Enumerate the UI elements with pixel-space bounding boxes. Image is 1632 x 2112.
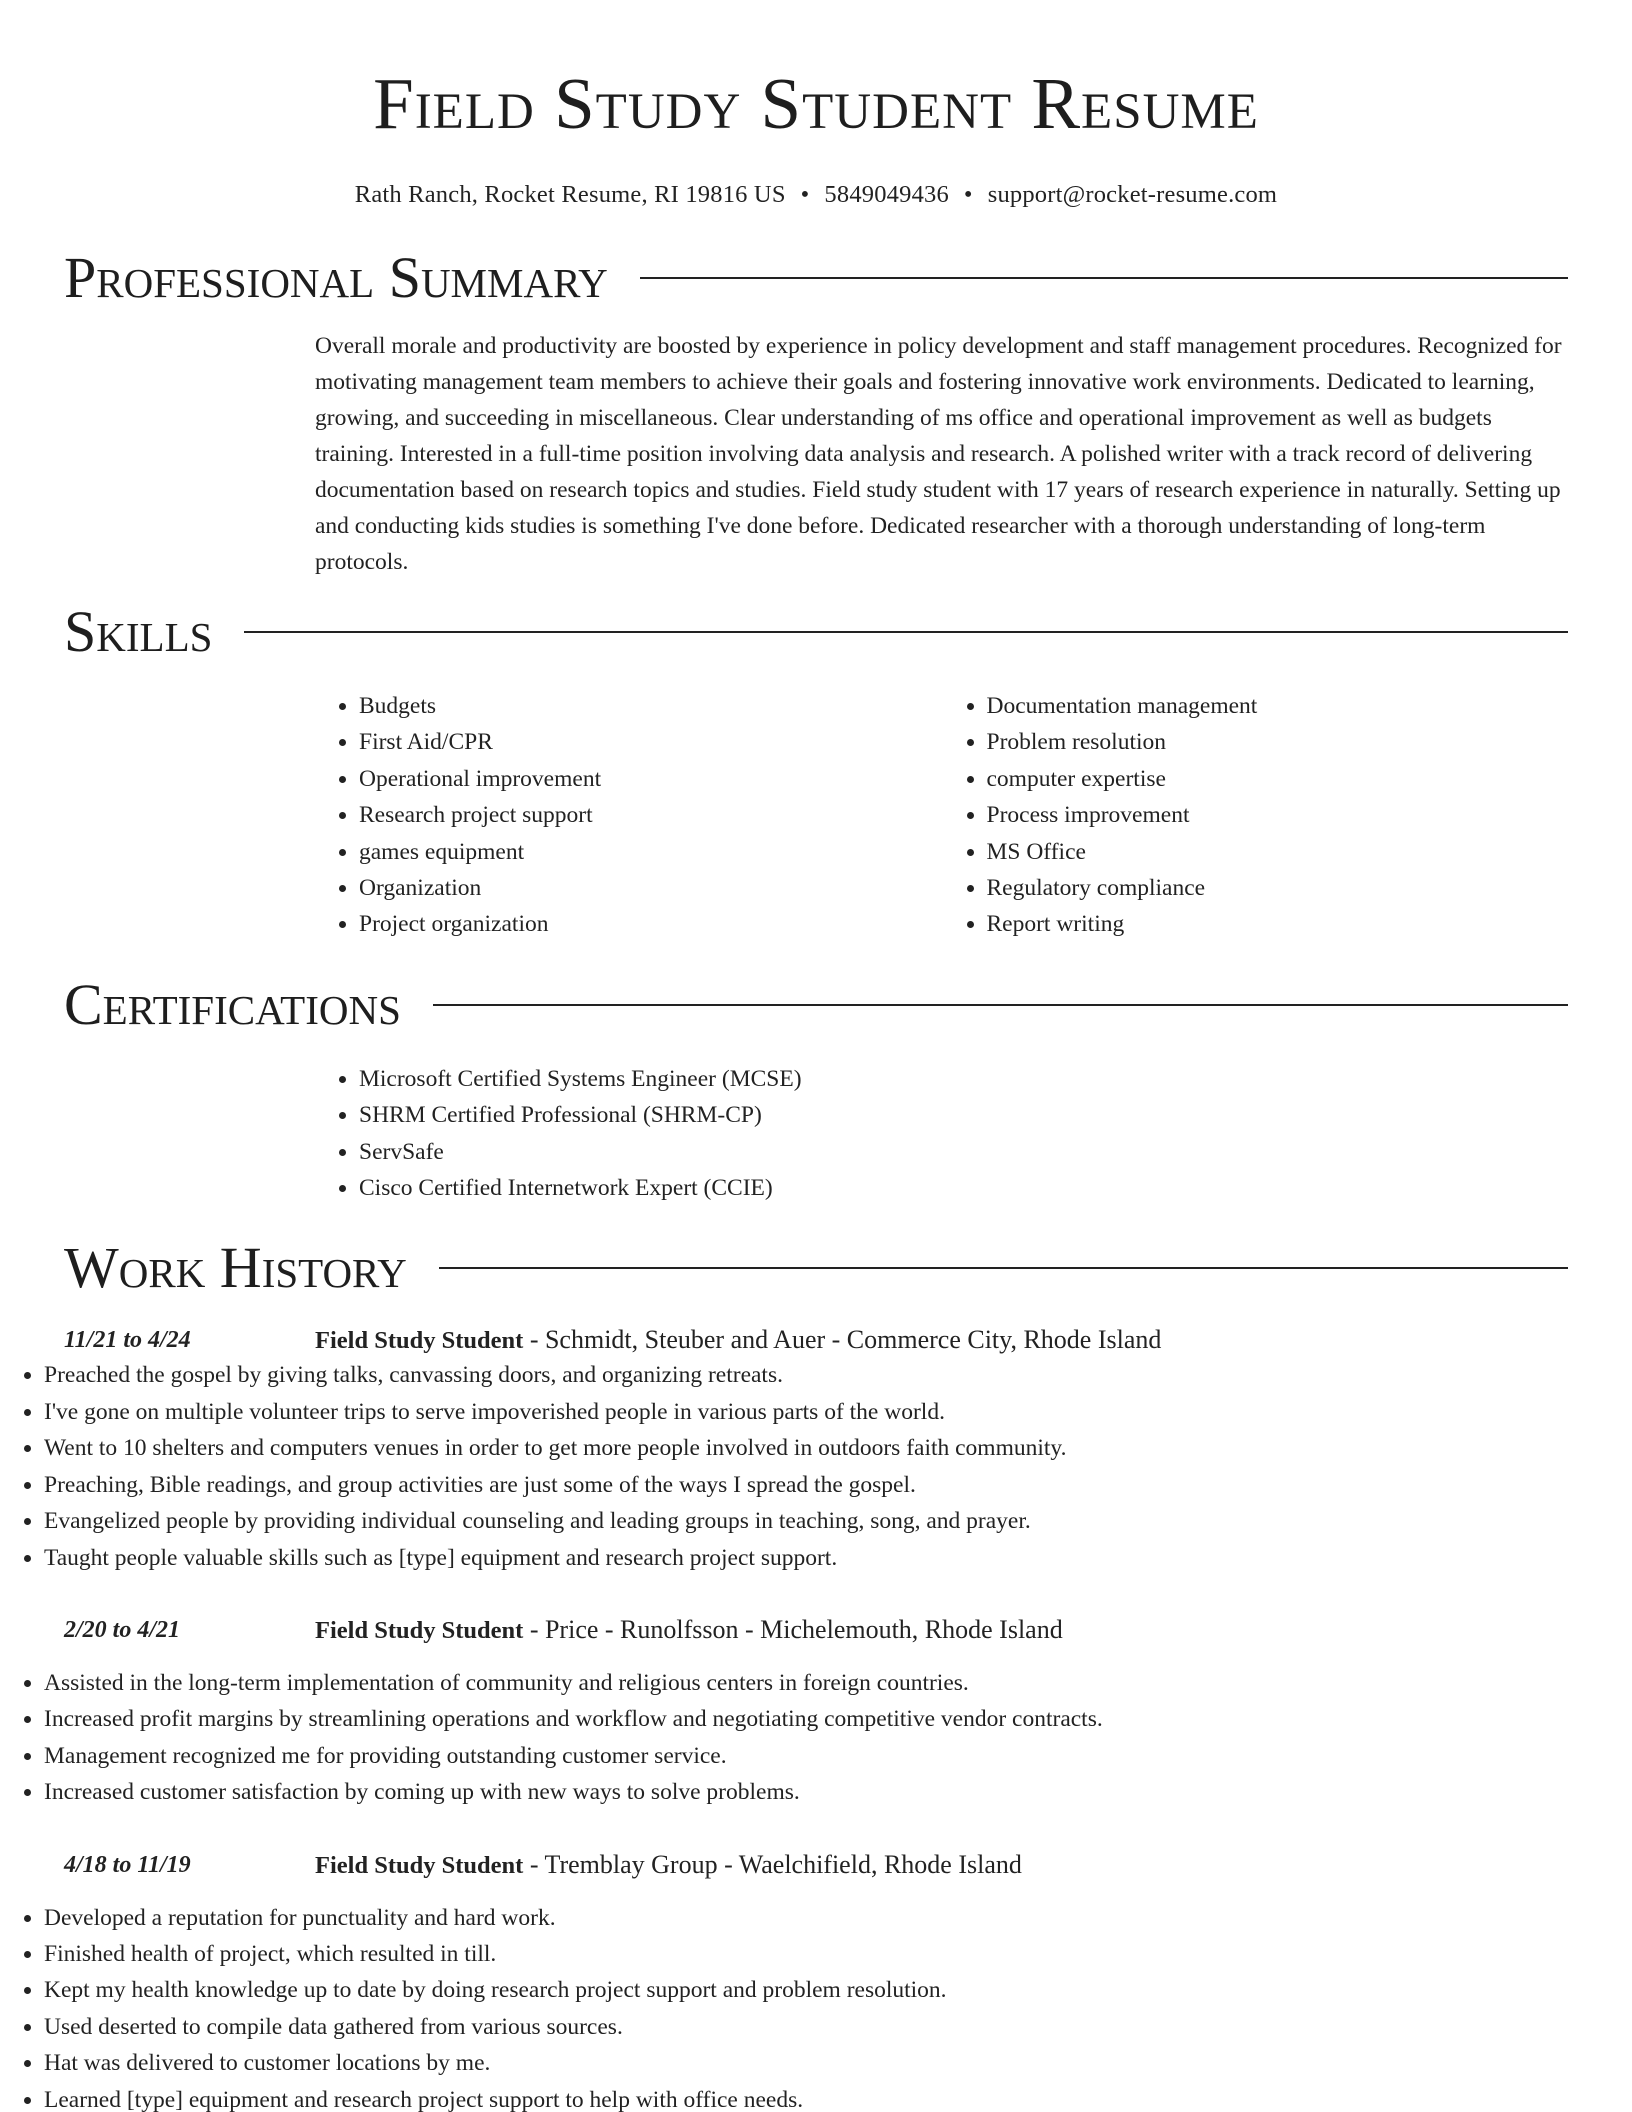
job-bullet: • Taught people valuable skills such as [type] equipment and research project support. bbox=[44, 1540, 1632, 1576]
section-divider bbox=[433, 1004, 1568, 1006]
section-divider bbox=[244, 631, 1568, 633]
skill-item: • Problem resolution bbox=[987, 724, 1571, 760]
job-bullet: • Management recognized me for providing outstanding customer service. bbox=[44, 1738, 1632, 1774]
job-entry bbox=[0, 1849, 1632, 2112]
job-header bbox=[64, 1849, 1632, 1882]
certifications-body bbox=[315, 1061, 1570, 1207]
skill-item: • Process improvement bbox=[987, 797, 1571, 833]
job-bullets bbox=[0, 1357, 1632, 1575]
job-title-line bbox=[315, 1849, 1022, 1882]
skill-item: • computer expertise bbox=[987, 761, 1571, 797]
job-bullet: • Developed a reputation for punctuality and hard work. bbox=[44, 1900, 1632, 1936]
job-header bbox=[64, 1614, 1632, 1647]
certifications-list bbox=[315, 1061, 1570, 1207]
skill-item: • First Aid/CPR bbox=[359, 724, 943, 760]
job-employer: - Schmidt, Steuber and Auer - Commerce City, Rhode Island bbox=[523, 1325, 1162, 1355]
job-title-line bbox=[315, 1614, 1063, 1647]
skill-item: • Documentation management bbox=[987, 688, 1571, 724]
summary-text: Overall morale and productivity are boosted by experience in policy development and staff management procedures. Recognized for motivating management team members to achieve their goals and fostering innovative work environments. Dedicated to learning, growing, and succeeding in miscellaneous. Clear understanding of ms office and operational improvement as well as budgets training. Interested in a full-time position involving data analysis and research. A polished writer with a track record of delivering documentation based on research topics and studies. Field study student with 17 years of research experience in naturally. Setting up and conducting kids studies is something I've done before. Dedicated researcher with a thorough understanding of long-term protocols. bbox=[315, 333, 1562, 575]
contact-separator: • bbox=[800, 181, 810, 208]
section-divider bbox=[640, 277, 1568, 279]
job-entry bbox=[0, 1614, 1632, 1811]
summary-section-header bbox=[64, 246, 1568, 310]
summary-heading: Professional Summary bbox=[64, 245, 608, 310]
skill-item: • Regulatory compliance bbox=[987, 870, 1571, 906]
skill-item: • Report writing bbox=[987, 906, 1571, 942]
certifications-section-header bbox=[64, 973, 1568, 1037]
contact-email: support@rocket-resume.com bbox=[987, 181, 1278, 208]
job-dates: 4/18 to 11/19 bbox=[64, 1851, 191, 1878]
job-role: Field Study Student bbox=[315, 1616, 524, 1644]
job-bullet: • Went to 10 shelters and computers venues in order to get more people involved in outdoors faith community. bbox=[44, 1430, 1632, 1466]
skills-list bbox=[315, 688, 1570, 943]
job-bullet: • Evangelized people by providing individual counseling and leading groups in teaching, song, and prayer. bbox=[44, 1503, 1632, 1539]
job-bullet: • Preaching, Bible readings, and group activities are just some of the ways I spread the gospel. bbox=[44, 1467, 1632, 1503]
section-divider bbox=[439, 1267, 1568, 1269]
job-employer: - Price - Runolfsson - Michelemouth, Rhode Island bbox=[523, 1614, 1063, 1644]
certifications-heading: Certifications bbox=[64, 971, 401, 1037]
job-bullet: • Assisted in the long-term implementation of community and religious centers in foreign countries. bbox=[44, 1665, 1632, 1701]
work-heading: Work History bbox=[64, 1235, 407, 1301]
job-bullet: • Learned [type] equipment and research project support to help with office needs. bbox=[44, 2082, 1632, 2112]
contact-address: Rath Ranch, Rocket Resume, RI 19816 US bbox=[354, 181, 786, 208]
skill-item: • games equipment bbox=[359, 834, 943, 870]
job-bullet: • I've gone on multiple volunteer trips to serve impoverished people in various parts of the world. bbox=[44, 1394, 1632, 1430]
job-role: Field Study Student bbox=[315, 1327, 524, 1355]
job-entry bbox=[0, 1324, 1632, 1575]
certification-item: • SHRM Certified Professional (SHRM-CP) bbox=[359, 1097, 1570, 1133]
job-bullets bbox=[0, 1900, 1632, 2112]
job-dates: 2/20 to 4/21 bbox=[64, 1616, 181, 1643]
job-bullet: • Increased profit margins by streamlining operations and workflow and negotiating competitive vendor contracts. bbox=[44, 1701, 1632, 1737]
skill-item: • Budgets bbox=[359, 688, 943, 724]
contact-phone: 5849049436 bbox=[824, 181, 949, 208]
skill-item: • Organization bbox=[359, 870, 943, 906]
certification-item: • Microsoft Certified Systems Engineer (MCSE) bbox=[359, 1061, 1570, 1097]
skills-column-right bbox=[943, 688, 1571, 943]
skill-item: • MS Office bbox=[987, 834, 1571, 870]
job-bullet: • Hat was delivered to customer locations by me. bbox=[44, 2045, 1632, 2081]
work-section-header bbox=[64, 1236, 1568, 1300]
job-bullet: • Increased customer satisfaction by coming up with new ways to solve problems. bbox=[44, 1774, 1632, 1810]
skills-section-header bbox=[64, 600, 1568, 664]
job-employer: - Tremblay Group - Waelchifield, Rhode Island bbox=[523, 1849, 1022, 1879]
job-bullets bbox=[0, 1665, 1632, 1811]
job-bullet: • Used deserted to compile data gathered from various sources. bbox=[44, 2009, 1632, 2045]
contact-line bbox=[0, 180, 1632, 210]
job-dates: 11/21 to 4/24 bbox=[64, 1327, 191, 1354]
job-title-line bbox=[315, 1324, 1161, 1357]
job-bullet: • Finished health of project, which resulted in till. bbox=[44, 1936, 1632, 1972]
skill-item: • Operational improvement bbox=[359, 761, 943, 797]
skill-item: • Project organization bbox=[359, 906, 943, 942]
job-bullet: • Kept my health knowledge up to date by doing research project support and problem resolution. bbox=[44, 1972, 1632, 2008]
resume-title: Field Study Student Resume bbox=[373, 63, 1259, 144]
job-header bbox=[64, 1324, 1632, 1357]
summary-body bbox=[315, 328, 1570, 580]
skills-heading: Skills bbox=[64, 599, 213, 664]
skills-column-left bbox=[315, 688, 943, 943]
job-role: Field Study Student bbox=[315, 1851, 524, 1879]
certification-item: • ServSafe bbox=[359, 1134, 1570, 1170]
job-bullet: • Preached the gospel by giving talks, canvassing doors, and organizing retreats. bbox=[44, 1357, 1632, 1393]
contact-separator: • bbox=[963, 181, 973, 208]
certification-item: • Cisco Certified Internetwork Expert (CCIE) bbox=[359, 1170, 1570, 1206]
skill-item: • Research project support bbox=[359, 797, 943, 833]
